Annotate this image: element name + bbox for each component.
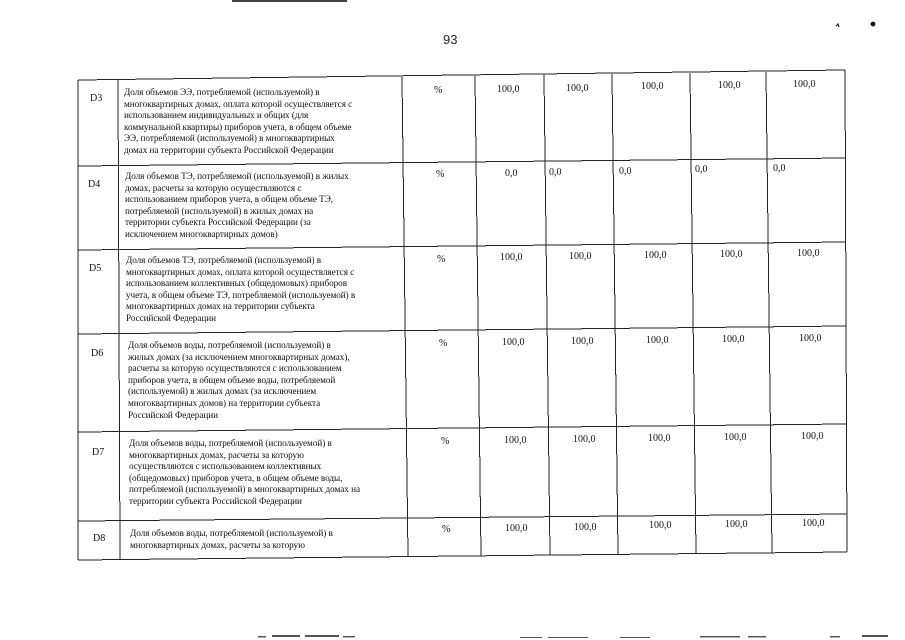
row-value: 0,0: [619, 166, 632, 177]
row-code: D5: [89, 263, 102, 274]
row-value: 100,0: [718, 80, 741, 91]
row-value: 100,0: [566, 83, 589, 94]
row-value: 0,0: [549, 167, 562, 178]
row-code: D7: [92, 447, 105, 458]
row-code: D4: [88, 179, 101, 190]
row-code: D8: [93, 533, 106, 544]
row-value: 100,0: [573, 434, 596, 445]
row-description: Доля объемов ТЭ, потребляемой (используемой) в жилых домах, расчеты за которую осуществляются с использованием приборов учета, в общем объеме ТЭ, потребляемой (используемой) в жилых домах на территории субъекта Российской Федерации (за исключением многоквартирных домов): [125, 171, 349, 239]
row-unit: %: [436, 169, 445, 180]
row-unit: %: [437, 254, 446, 265]
row-value: 100,0: [802, 518, 825, 529]
scan-bottom-artifacts: [0, 628, 905, 640]
row-unit: %: [442, 524, 451, 535]
row-value: 100,0: [497, 84, 520, 95]
row-value: 100,0: [720, 249, 743, 260]
row-description: Доля объемов воды, потребляемой (используемой) в многоквартирных домах, расчеты за которую осуществляются с использованием коллективных (общедомовых) приборов учета, в общем объеме воды, потребляемой (используемой) в многоквартирных домах на территории субъекта Российской Федерации: [129, 438, 360, 506]
row-value: 100,0: [724, 432, 747, 443]
row-value: 0,0: [505, 168, 518, 179]
row-value: 100,0: [644, 250, 667, 261]
row-description: Доля объемов ЭЭ, потребляемой (используемой) в многоквартирных домах, оплата которой осуществляется с использованием индивидуальных и общих (для коммунальной квартиры) приборов учета, в общем объеме ЭЭ, потребляемой (используемой) в многоквартирных домах на территории субъекта Российской Федерации: [124, 87, 353, 155]
row-value: 100,0: [722, 334, 745, 345]
row-value: 100,0: [569, 251, 592, 262]
row-value: 100,0: [725, 519, 748, 530]
row-value: 100,0: [641, 81, 664, 92]
row-description: Доля объемов воды, потребляемой (используемой) в многоквартирных домах, расчеты за которую: [130, 528, 333, 550]
row-value: 100,0: [793, 79, 816, 90]
row-value: 100,0: [571, 336, 594, 347]
row-description: Доля объемов ТЭ, потребляемой (используемой) в многоквартирных домах, оплата которой осуществляется с использованием коллективных (общедомовых) приборов учета, в общем объеме ТЭ, потребляемой (используемой) в многоквартирных домах на территории субъекта Российской Федерации: [126, 255, 356, 323]
row-value: 100,0: [505, 523, 528, 534]
row-value: 100,0: [648, 433, 671, 444]
row-value: 100,0: [801, 431, 824, 442]
row-value: 100,0: [797, 248, 820, 259]
row-code: D6: [91, 348, 104, 359]
row-value: 100,0: [500, 252, 523, 263]
row-description: Доля объемов воды, потребляемой (используемой) в жилых домах (за исключением многоквартирных домах), расчеты за которую осуществляются с использованием приборов учета, в общем объеме воды, потребляемой (используемой) в жилых домах (за исключением многоквартирных домов) на территории субъекта Российской Федерации: [128, 340, 350, 420]
row-value: 100,0: [502, 337, 525, 348]
row-value: 100,0: [646, 335, 669, 346]
row-value: 100,0: [799, 333, 822, 344]
row-value: 0,0: [695, 164, 708, 175]
row-value: 100,0: [504, 435, 527, 446]
row-value: 100,0: [574, 522, 597, 533]
row-value: 0,0: [773, 163, 786, 174]
row-value: 100,0: [649, 520, 672, 531]
row-code: D3: [90, 93, 103, 104]
row-unit: %: [439, 338, 448, 349]
row-unit: %: [434, 85, 443, 96]
row-unit: %: [441, 436, 450, 447]
page-number: 93: [443, 32, 458, 47]
